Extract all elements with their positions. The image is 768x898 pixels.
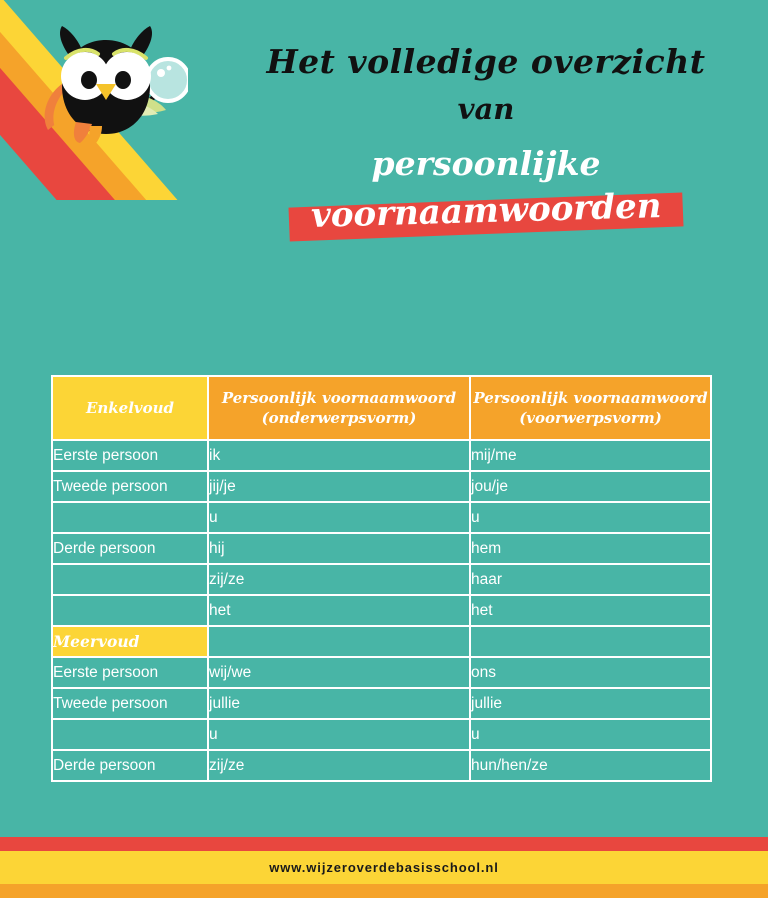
- table-row: [53, 441, 710, 470]
- row-subject-form: hij: [209, 534, 469, 563]
- row-object-form: jullie: [471, 689, 710, 718]
- row-object-form: jou/je: [471, 472, 710, 501]
- footer-website-link[interactable]: www.wijzeroverdebasisschool.nl: [269, 860, 499, 875]
- row-label: Eerste persoon: [53, 441, 207, 470]
- table-row: [53, 751, 710, 780]
- subheader-spacer-a: [209, 627, 469, 656]
- row-subject-form: ik: [209, 441, 469, 470]
- pronoun-overview-table: [51, 375, 712, 782]
- table-row: [53, 596, 710, 625]
- subheader-spacer-b: [471, 627, 710, 656]
- table-row: [53, 534, 710, 563]
- header-cell-enkelvoud: Enkelvoud: [53, 377, 207, 439]
- row-subject-form: het: [209, 596, 469, 625]
- row-object-form: het: [471, 596, 710, 625]
- subheader-cell-meervoud: Meervoud: [53, 627, 207, 656]
- row-label: [53, 596, 207, 625]
- header-cell-onderwerpsvorm-line1: Persoonlijk voornaamwoord: [221, 388, 457, 407]
- owl-with-magnifying-glass-icon: [28, 18, 188, 143]
- row-subject-form: jij/je: [209, 472, 469, 501]
- title-line-4: voornaamwoorden: [310, 186, 662, 237]
- table-subheader-row: [53, 627, 710, 656]
- table-row: [53, 720, 710, 749]
- row-object-form: hun/hen/ze: [471, 751, 710, 780]
- table-row: [53, 689, 710, 718]
- table-row: [53, 472, 710, 501]
- title-line-1: Het volledige overzicht: [266, 42, 706, 81]
- row-subject-form: zij/ze: [209, 751, 469, 780]
- table-header-row: [53, 377, 710, 439]
- footer-band-yellow: [0, 851, 768, 884]
- row-object-form: haar: [471, 565, 710, 594]
- row-label: Tweede persoon: [53, 689, 207, 718]
- row-object-form: ons: [471, 658, 710, 687]
- table-row: [53, 503, 710, 532]
- table-row: [53, 658, 710, 687]
- row-object-form: u: [471, 720, 710, 749]
- row-label: Tweede persoon: [53, 472, 207, 501]
- footer-band-orange: [0, 884, 768, 898]
- table-row: [53, 565, 710, 594]
- row-label: [53, 720, 207, 749]
- row-subject-form: u: [209, 503, 469, 532]
- header-cell-onderwerpsvorm-line2: (onderwerpsvorm): [261, 409, 417, 427]
- row-subject-form: wij/we: [209, 658, 469, 687]
- row-subject-form: jullie: [209, 689, 469, 718]
- row-label: Eerste persoon: [53, 658, 207, 687]
- title-line-2: van: [457, 92, 515, 127]
- header-cell-voorwerpsvorm: [471, 377, 710, 439]
- row-object-form: mij/me: [471, 441, 710, 470]
- row-label: [53, 565, 207, 594]
- row-label: Derde persoon: [53, 534, 207, 563]
- header-cell-voorwerpsvorm-line1: Persoonlijk voornaamwoord: [473, 388, 708, 407]
- row-label: Derde persoon: [53, 751, 207, 780]
- row-object-form: u: [471, 503, 710, 532]
- title-highlight-wrap: [289, 186, 683, 237]
- row-subject-form: zij/ze: [209, 565, 469, 594]
- title-line-3: persoonlijke: [371, 144, 601, 184]
- row-subject-form: u: [209, 720, 469, 749]
- page-title: [236, 44, 736, 236]
- row-label: [53, 503, 207, 532]
- footer: [0, 837, 768, 898]
- header-cell-voorwerpsvorm-line2: (voorwerpsvorm): [519, 409, 662, 427]
- row-object-form: hem: [471, 534, 710, 563]
- footer-band-red: [0, 837, 768, 851]
- header-cell-onderwerpsvorm: [209, 377, 469, 439]
